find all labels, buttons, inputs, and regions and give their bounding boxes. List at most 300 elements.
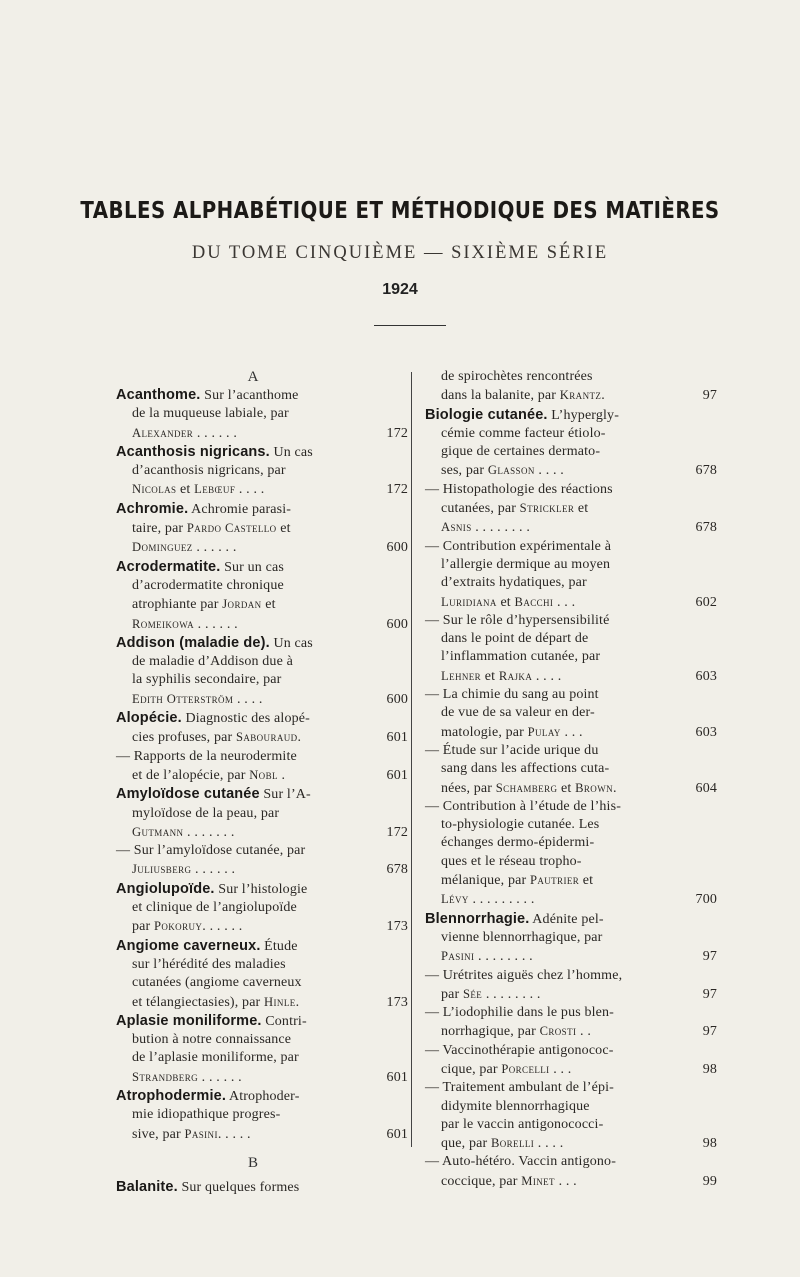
entry-segment: cémie comme facteur étiolo- [441, 425, 606, 441]
entry-heading: Achromie. [116, 500, 189, 517]
page-number: 97 [702, 986, 717, 1002]
publication-year: 1924 [382, 281, 418, 298]
entry-line [425, 368, 717, 386]
entry-line [425, 704, 717, 722]
entry-segment: — Contribution expérimentale à [425, 538, 612, 554]
entry-segment: Atrophoder- [226, 1088, 300, 1104]
entry-text [116, 443, 366, 462]
entry-line [116, 917, 408, 936]
page-number: 99 [702, 1173, 717, 1189]
entry-text [116, 595, 366, 614]
entry-heading: Angiolupoïde. [116, 880, 215, 897]
entry-text [425, 1172, 675, 1191]
entry-line [425, 947, 717, 966]
entry-segment: gique de certaines dermato- [441, 444, 601, 460]
entry-text [425, 1042, 675, 1060]
author-name: Hinle [264, 994, 296, 1009]
entry-text [425, 704, 675, 722]
entry-segment: — Auto-hétéro. Vaccin antigono- [425, 1154, 617, 1170]
entry-segment: et [481, 668, 499, 684]
left-column [116, 368, 408, 1197]
page-number: 97 [702, 949, 717, 965]
entry-text [425, 1098, 675, 1116]
entry-text [425, 742, 675, 760]
page-number: 172 [386, 425, 408, 441]
entry-line [116, 880, 408, 899]
entry-text [425, 1060, 675, 1079]
entry-text [425, 499, 675, 518]
author-name: Gutmann [132, 824, 184, 839]
author-name: Borelli [490, 1136, 535, 1151]
entry-segment: — Vaccinothérapie antigonococ- [425, 1042, 614, 1058]
author-name: Dominguez [132, 540, 193, 555]
entry-segment: atrophiante par [132, 597, 223, 613]
entry-line [425, 1004, 717, 1022]
index-entry [116, 1012, 408, 1087]
entry-text [116, 860, 366, 879]
entry-segment: la syphilis secondaire, par [132, 672, 282, 688]
entry-text [425, 443, 675, 461]
entry-text [116, 519, 366, 538]
page-number: 600 [386, 540, 408, 556]
entry-text [116, 558, 366, 577]
author-name: Pasini [184, 1126, 218, 1141]
entry-segment: matologie, par [441, 724, 528, 740]
entry-text [116, 538, 366, 557]
entry-line [425, 461, 717, 480]
entry-text [116, 766, 366, 785]
author-name: Glasson [487, 463, 535, 478]
entry-segment: — La chimie du sang au point [425, 687, 599, 703]
entry-segment: et [579, 873, 594, 889]
entry-segment: et [557, 780, 576, 796]
entry-segment: — Sur le rôle d’hypersensibilité [425, 612, 610, 628]
entry-line [425, 612, 717, 630]
entry-text [425, 798, 675, 816]
entry-segment: . . . [554, 1173, 577, 1189]
entry-segment: cutanées, par [441, 501, 520, 517]
author-name: Strandberg [132, 1069, 199, 1084]
entry-text [425, 947, 675, 966]
entry-segment: sang dans les affections cuta- [441, 761, 610, 777]
page-number: 603 [695, 668, 717, 684]
author-name: Strickler [519, 501, 575, 516]
entry-heading: Alopécie. [116, 710, 182, 727]
author-name: Schamberg [495, 780, 558, 795]
entry-text [425, 556, 675, 574]
entry-text [116, 462, 366, 480]
index-entry [116, 1087, 408, 1144]
author-name: Asnis [441, 520, 472, 535]
page-number: 604 [695, 780, 717, 796]
entry-segment: . . . . . . . . [471, 520, 531, 536]
entry-line [425, 499, 717, 518]
entry-segment: didymite blennorrhagique [441, 1098, 590, 1114]
entry-segment: Contri- [261, 1013, 307, 1029]
entry-segment: Sur l’A- [259, 787, 311, 803]
entry-text [425, 574, 675, 592]
entry-segment: Sur quelques formes [177, 1179, 300, 1195]
column-divider [411, 372, 412, 1147]
entry-segment: cique, par [441, 1061, 502, 1077]
entry-line [116, 615, 408, 634]
entry-segment: de vue de sa valeur en der- [441, 705, 595, 721]
entry-segment: . [277, 767, 286, 783]
entry-segment: et télangiectasies), par [132, 994, 265, 1010]
entry-line [425, 425, 717, 443]
index-entry [425, 910, 717, 1191]
entry-segment: . . . . . . [193, 425, 238, 441]
entry-line [425, 798, 717, 816]
entry-segment: . . . . . . . . . [468, 892, 535, 908]
entry-line [425, 667, 717, 686]
entry-text [425, 386, 675, 405]
entry-segment: Sur l’acanthome [200, 388, 299, 403]
entry-text [425, 1022, 675, 1041]
entry-line [116, 595, 408, 614]
entry-segment: de l’aplasie moniliforme, par [132, 1050, 299, 1066]
entry-line [425, 386, 717, 405]
author-name: Alexander [132, 425, 194, 440]
entry-segment: . . . . . . [191, 862, 236, 878]
entry-line [425, 816, 717, 834]
page-number: 603 [695, 724, 717, 740]
entry-line [425, 853, 717, 871]
entry-text [116, 653, 366, 671]
entry-text [425, 1004, 675, 1022]
entry-segment: Un cas [269, 635, 313, 651]
entry-line [116, 956, 408, 974]
entry-segment: . . . . . . . [183, 824, 235, 840]
page-number: 172 [386, 824, 408, 840]
index-entry [116, 386, 408, 443]
entry-line [116, 899, 408, 917]
entry-line [116, 500, 408, 519]
entry-line [425, 538, 717, 556]
entry-heading: Balanite. [116, 1178, 178, 1195]
entry-line [425, 518, 717, 537]
entry-segment: cies profuses, par [132, 730, 236, 746]
entry-segment: . . . . [233, 691, 263, 707]
author-name: Sée [462, 986, 483, 1001]
entry-segment: — Contribution à l’étude de l’his- [425, 798, 622, 814]
entry-line [425, 967, 717, 985]
right-column [425, 368, 717, 1191]
index-entry [116, 500, 408, 558]
entry-text [116, 1087, 366, 1106]
entry-line [425, 481, 717, 499]
entry-heading: Acanthome. [116, 387, 201, 403]
entry-text [116, 805, 366, 823]
author-name: Pasini [441, 949, 475, 964]
entry-segment: — Histopathologie des réactions [425, 481, 613, 497]
entry-line [116, 405, 408, 423]
entry-line [425, 593, 717, 612]
entry-text [116, 785, 366, 804]
author-name: Minet [521, 1173, 555, 1188]
entry-line [425, 556, 717, 574]
entry-segment: — Étude sur l’acide urique du [425, 742, 599, 758]
page-number: 97 [702, 1024, 717, 1040]
entry-text [116, 1068, 366, 1087]
entry-heading: Acrodermatite. [116, 558, 221, 575]
entry-text [425, 593, 675, 612]
entry-segment: sive, par [132, 1126, 185, 1142]
entry-text [116, 615, 366, 634]
entry-text [425, 1116, 675, 1134]
entry-segment: de la muqueuse labiale, par [132, 406, 289, 422]
entry-heading: Angiome caverneux. [116, 937, 261, 954]
entry-segment: myloïdose de la peau, par [132, 805, 280, 821]
entry-text [425, 406, 675, 425]
entry-line [116, 443, 408, 462]
entry-segment: sur l’hérédité des maladies [132, 956, 286, 972]
entry-segment: dans le point de départ de [441, 631, 589, 647]
entry-segment: — Traitement ambulant de l’épi- [425, 1080, 614, 1096]
entry-text [116, 480, 366, 499]
author-name: Lehner [441, 668, 482, 683]
entry-segment: d’acrodermatite chronique [132, 577, 284, 593]
page-number: 678 [695, 463, 717, 479]
entry-segment: norrhagique, par [441, 1024, 540, 1040]
entry-segment: — Rapports de la neurodermite [116, 748, 297, 764]
entry-text [425, 853, 675, 871]
entry-segment: par [441, 986, 463, 1002]
entry-text [425, 538, 675, 556]
author-name: Edith Otterström [132, 691, 234, 706]
entry-line [425, 630, 717, 648]
entry-segment: de spirochètes rencontrées [441, 369, 593, 384]
author-name: Crosti [539, 1024, 577, 1039]
entry-line [116, 1106, 408, 1124]
entry-segment: — L’iodophilie dans le pus blen- [425, 1005, 614, 1021]
entry-text [425, 967, 675, 985]
entry-line [116, 728, 408, 747]
entry-segment: . . . . [235, 482, 265, 498]
entry-segment: l’inflammation cutanée, par [441, 649, 601, 665]
entry-segment: . . . [549, 1061, 572, 1077]
page-number: 601 [386, 1126, 408, 1142]
author-name: Romeikowa [132, 616, 194, 631]
entry-segment: . . . . . . [192, 540, 237, 556]
author-name: Nobl [249, 767, 278, 782]
entry-text [425, 1079, 675, 1097]
page-number: 601 [386, 1069, 408, 1085]
entry-text [425, 760, 675, 778]
entry-heading: Biologie cutanée. [425, 406, 548, 423]
entry-segment: et [496, 594, 515, 610]
entry-text [425, 648, 675, 666]
entry-heading: Addison (maladie de). [116, 634, 270, 651]
entry-line [425, 1134, 717, 1153]
entry-line [116, 1087, 408, 1106]
entry-text [116, 823, 366, 842]
entry-segment: coccique, par [441, 1173, 522, 1189]
entry-line [425, 910, 717, 929]
entry-line [425, 890, 717, 909]
entry-segment: et [261, 597, 276, 613]
entry-line [116, 709, 408, 728]
entry-text [116, 1125, 366, 1144]
entry-segment: échanges dermo-épidermi- [441, 835, 595, 851]
page-number: 678 [695, 520, 717, 536]
entry-line [425, 779, 717, 798]
entry-segment: cutanées (angiome caverneux [132, 975, 302, 991]
entry-segment: . . . . . . [202, 919, 243, 935]
entry-line [425, 871, 717, 890]
index-entry [116, 443, 408, 500]
entry-segment: . [297, 730, 302, 746]
entry-text [116, 405, 366, 423]
section-letter: A [247, 369, 259, 385]
entry-segment: Diagnostic des alopé- [181, 711, 310, 727]
title-divider [374, 325, 446, 326]
entry-line [116, 823, 408, 842]
entry-text [425, 481, 675, 499]
entry-segment: et clinique de l’angiolupoïde [132, 900, 297, 916]
author-name: Pulay [527, 724, 561, 739]
entry-line [116, 993, 408, 1012]
entry-line [425, 723, 717, 742]
entry-text [116, 993, 366, 1012]
entry-line [425, 929, 717, 947]
entry-line [425, 406, 717, 425]
entry-text [116, 671, 366, 689]
author-name: Jordan [222, 597, 262, 612]
entry-segment: ques et le réseau tropho- [441, 853, 582, 869]
author-name: Bacchi [514, 594, 554, 609]
entry-line [116, 805, 408, 823]
entry-text [116, 500, 366, 519]
entry-text [425, 518, 675, 537]
entry-segment: Achromie parasi- [188, 501, 292, 517]
entry-text [116, 386, 366, 405]
page-number: 600 [386, 616, 408, 632]
entry-segment: . . . . . . [194, 616, 238, 632]
entry-line [116, 671, 408, 689]
entry-segment: . . . . . . . . [482, 986, 541, 1002]
entry-heading: Aplasie moniliforme. [116, 1012, 262, 1029]
entry-segment: — Urétrites aiguës chez l’homme, [425, 967, 623, 983]
entry-line [116, 558, 408, 577]
entry-line [425, 1060, 717, 1079]
entry-segment: . . . . [534, 1136, 564, 1152]
entry-text [116, 917, 366, 936]
entry-line [116, 634, 408, 653]
entry-text [425, 723, 675, 742]
entry-segment: . . . . . . . . [474, 949, 533, 965]
entry-segment: l’allergie dermique au moyen [441, 556, 611, 572]
entry-segment: d’extraits hydatiques, par [441, 575, 587, 591]
entry-text [116, 880, 366, 899]
page-number: 678 [386, 862, 408, 878]
entry-segment: L’hypergly- [547, 407, 620, 423]
entry-line [116, 860, 408, 879]
entry-text [116, 690, 366, 709]
entry-line [116, 1125, 408, 1144]
entry-line [116, 519, 408, 538]
entry-segment: d’acanthosis nigricans, par [132, 463, 286, 479]
entry-text [425, 929, 675, 947]
entry-segment: de maladie d’Addison due à [132, 654, 293, 670]
entry-line [116, 653, 408, 671]
author-name: Porcelli [501, 1061, 550, 1076]
entry-segment: nées, par [441, 780, 496, 796]
entry-line [425, 985, 717, 1004]
entry-text [425, 890, 675, 909]
entry-text [116, 1049, 366, 1067]
page-number: 600 [386, 691, 408, 707]
entry-line [116, 1049, 408, 1067]
entry-segment: et de l’alopécie, par [132, 767, 250, 783]
author-name: Luridiana [441, 594, 497, 609]
entry-line [116, 785, 408, 804]
entry-line [116, 386, 408, 405]
entry-segment: . . . . . . [198, 1069, 242, 1085]
entry-text [116, 974, 366, 992]
entry-text [425, 425, 675, 443]
entry-segment: . . . . [532, 668, 562, 684]
author-name: Lebœuf [194, 482, 236, 497]
entry-line [116, 1031, 408, 1049]
entry-segment: ses, par [441, 463, 488, 479]
entry-text [425, 630, 675, 648]
entry-line [116, 1012, 408, 1031]
index-entry [425, 368, 717, 406]
entry-line [116, 577, 408, 595]
entry-line [425, 574, 717, 592]
page-title: TABLES ALPHABÉTIQUE ET MÉTHODIQUE DES MATIÈRES [80, 198, 720, 224]
entry-line [425, 1098, 717, 1116]
index-entry [425, 406, 717, 910]
index-entry [116, 634, 408, 709]
entry-text [425, 985, 675, 1004]
author-name: Lévy [441, 892, 469, 907]
entry-text [116, 1012, 366, 1031]
entry-line [425, 1172, 717, 1191]
entry-line [425, 742, 717, 760]
entry-text [425, 834, 675, 852]
entry-text [116, 956, 366, 974]
entry-line [116, 538, 408, 557]
entry-segment: . . . [553, 594, 576, 610]
author-name: Nicolas [132, 482, 177, 497]
entry-text [116, 899, 366, 917]
index-entry [116, 709, 408, 785]
entry-text [116, 424, 366, 443]
entry-segment: . [601, 388, 605, 404]
entry-text [425, 686, 675, 704]
entry-text [425, 1153, 675, 1171]
page-number: 173 [386, 919, 408, 935]
entry-line [116, 1068, 408, 1087]
entry-line [425, 834, 717, 852]
entry-segment: Adénite pel- [529, 911, 604, 927]
author-name: Pautrier [529, 873, 580, 888]
entry-segment: par le vaccin antigonococci- [441, 1116, 604, 1132]
entry-text [116, 1106, 366, 1124]
entry-text [116, 1178, 366, 1197]
entry-line [116, 480, 408, 499]
author-name: Krantz [559, 388, 602, 403]
entry-segment: Sur l’histologie [214, 881, 308, 897]
entry-text [425, 871, 675, 890]
entry-text [116, 1031, 366, 1049]
entry-line [116, 690, 408, 709]
page-number: 173 [386, 994, 408, 1010]
entry-segment: taire, par [132, 521, 187, 537]
page-number: 98 [702, 1061, 717, 1077]
